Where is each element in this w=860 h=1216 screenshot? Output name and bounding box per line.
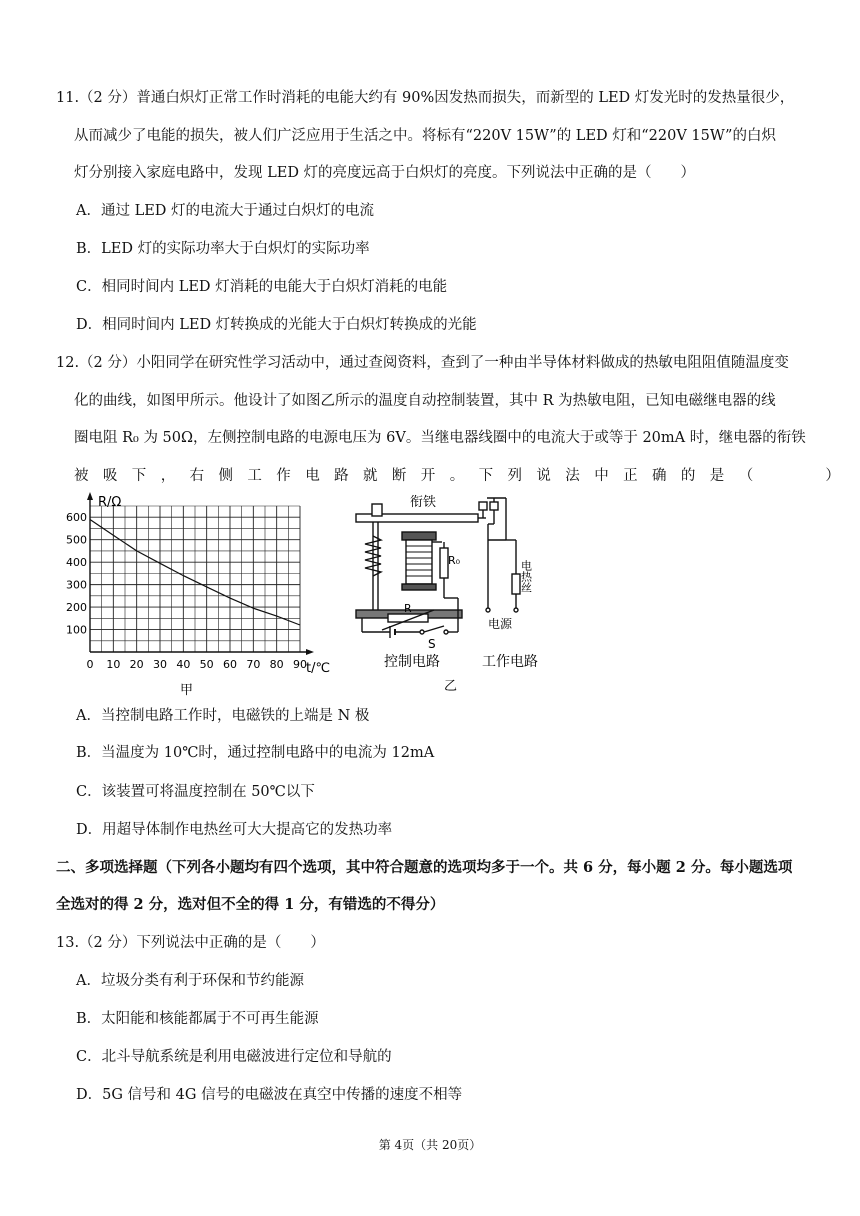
- q11-stem-line-2: 从而减少了电能的损失，被人们广泛应用于生活之中。将标有“220V 15W”的 LED 灯和“220V 15W”的白炽: [74, 128, 776, 144]
- q12-stem-line-2: 化的曲线，如图甲所示。他设计了如图乙所示的温度自动控制装置，其中 R 为热敏电阻，已知电磁继电器的线: [74, 393, 776, 409]
- section2-heading-line-2: 全选对的得 2 分，选对但不全的得 1 分，有错选的不得分）: [56, 896, 445, 913]
- y-tick-label: 100: [66, 623, 87, 637]
- y-axis-label: R/Ω: [98, 495, 122, 510]
- magnet-core-top: [402, 532, 436, 540]
- x-tick-label: 50: [199, 658, 214, 671]
- q11-stem-line-1: 11.（2 分）普通白炽灯正常工作时消耗的电能大约有 90%因发热而损失，而新型的 LED 灯发光时的发热量很少，: [56, 90, 795, 106]
- q13-stem: 13.（2 分）下列说法中正确的是（ ）: [56, 935, 325, 951]
- control-circuit-label: 控制电路: [384, 654, 440, 670]
- page-footer: 第 4页（共 20页）: [378, 1138, 482, 1152]
- switch-label: S: [428, 637, 436, 651]
- x-tick-label: 60: [223, 658, 237, 671]
- graph-grid: [87, 492, 314, 655]
- figure-yi-circuit: [348, 490, 558, 698]
- r-label: R: [404, 602, 412, 615]
- q13-option-b: B．太阳能和核能都属于不可再生能源: [76, 1011, 319, 1027]
- q12-stem-line-3: 圈电阻 R₀ 为 50Ω，左侧控制电路的电源电压为 6V。当继电器线圈中的电流大于或等于 20mA 时，继电器的衔铁: [74, 430, 806, 446]
- x-axis-arrow: [306, 649, 314, 655]
- y-tick-label: 300: [66, 578, 87, 592]
- switch: [424, 626, 444, 632]
- section2-heading-line-1: 二、多项选择题（下列各小题均有四个选项，其中符合题意的选项均多于一个。共 6 分，每小题 2 分。每小题选项: [56, 859, 793, 876]
- y-axis-arrow: [87, 492, 93, 500]
- r0-resistor: [440, 548, 448, 578]
- q12-option-a: A．当控制电路工作时，电磁铁的上端是 N 极: [76, 708, 370, 724]
- x-tick-label: 30: [153, 658, 167, 671]
- y-tick-label: 500: [66, 533, 87, 547]
- q11-stem-line-3: 灯分别接入家庭电路中，发现 LED 灯的亮度远高于白炽灯的亮度。下列说法中正确的是（ ）: [74, 165, 696, 181]
- contact-left: [479, 502, 487, 510]
- q11-option-d: D．相同时间内 LED 灯转换成的光能大于白炽灯转换成的光能: [76, 317, 477, 333]
- q11-option-b: B．LED 灯的实际功率大于白炽灯的实际功率: [76, 241, 370, 257]
- y-tick-label: 400: [66, 556, 87, 570]
- q11-option-c: C．相同时间内 LED 灯消耗的电能大于白炽灯消耗的电能: [76, 279, 448, 295]
- x-tick-label: 70: [246, 658, 261, 671]
- q12-stem-line-4: 被吸下，右侧工作电路就断开。下列说法中正确的是（ ）: [74, 468, 855, 484]
- figure-yi-caption: 乙: [444, 679, 458, 694]
- contact-right: [490, 502, 498, 510]
- x-tick-label: 80: [269, 658, 284, 671]
- q12-option-b: B．当温度为 10℃时，通过控制电路中的电流为 12mA: [76, 745, 435, 761]
- q12-stem-line-1: 12.（2 分）小阳同学在研究性学习活动中，通过查阅资料，查到了一种由半导体材料做成的热敏电阻阻值随温度变: [56, 355, 789, 371]
- q13-option-a: A．垃圾分类有利于环保和节约能源: [76, 973, 304, 989]
- q11-option-a: A．通过 LED 灯的电流大于通过白炽灯的电流: [76, 203, 375, 219]
- x-axis-label: t/℃: [306, 661, 331, 676]
- x-tick-label: 20: [129, 658, 144, 671]
- armature-label: 衔铁: [410, 495, 437, 510]
- figure-jia-caption: 甲: [180, 683, 194, 698]
- x-tick-label: 10: [106, 658, 121, 671]
- coil: [406, 540, 432, 584]
- q13-option-c: C．北斗导航系统是利用电磁波进行定位和导航的: [76, 1049, 392, 1065]
- x-tick-label: 40: [176, 658, 191, 671]
- graph-ticks: [66, 511, 307, 671]
- q12-option-c: C．该装置可将温度控制在 50℃以下: [76, 784, 315, 800]
- figure-jia-graph: [60, 488, 350, 700]
- x-tick-label: 90: [293, 658, 307, 671]
- y-tick-label: 600: [66, 511, 87, 525]
- x-tick-label: 0: [86, 658, 94, 671]
- work-circuit-label: 工作电路: [482, 654, 538, 670]
- heater-label: 电热丝: [519, 560, 533, 593]
- q13-option-d: D．5G 信号和 4G 信号的电磁波在真空中传播的速度不相等: [76, 1087, 463, 1103]
- source-label: 电源: [488, 617, 513, 631]
- r0-label: R₀: [448, 554, 461, 567]
- q12-option-d: D．用超导体制作电热丝可大大提高它的发热功率: [76, 822, 393, 838]
- y-tick-label: 200: [66, 601, 87, 615]
